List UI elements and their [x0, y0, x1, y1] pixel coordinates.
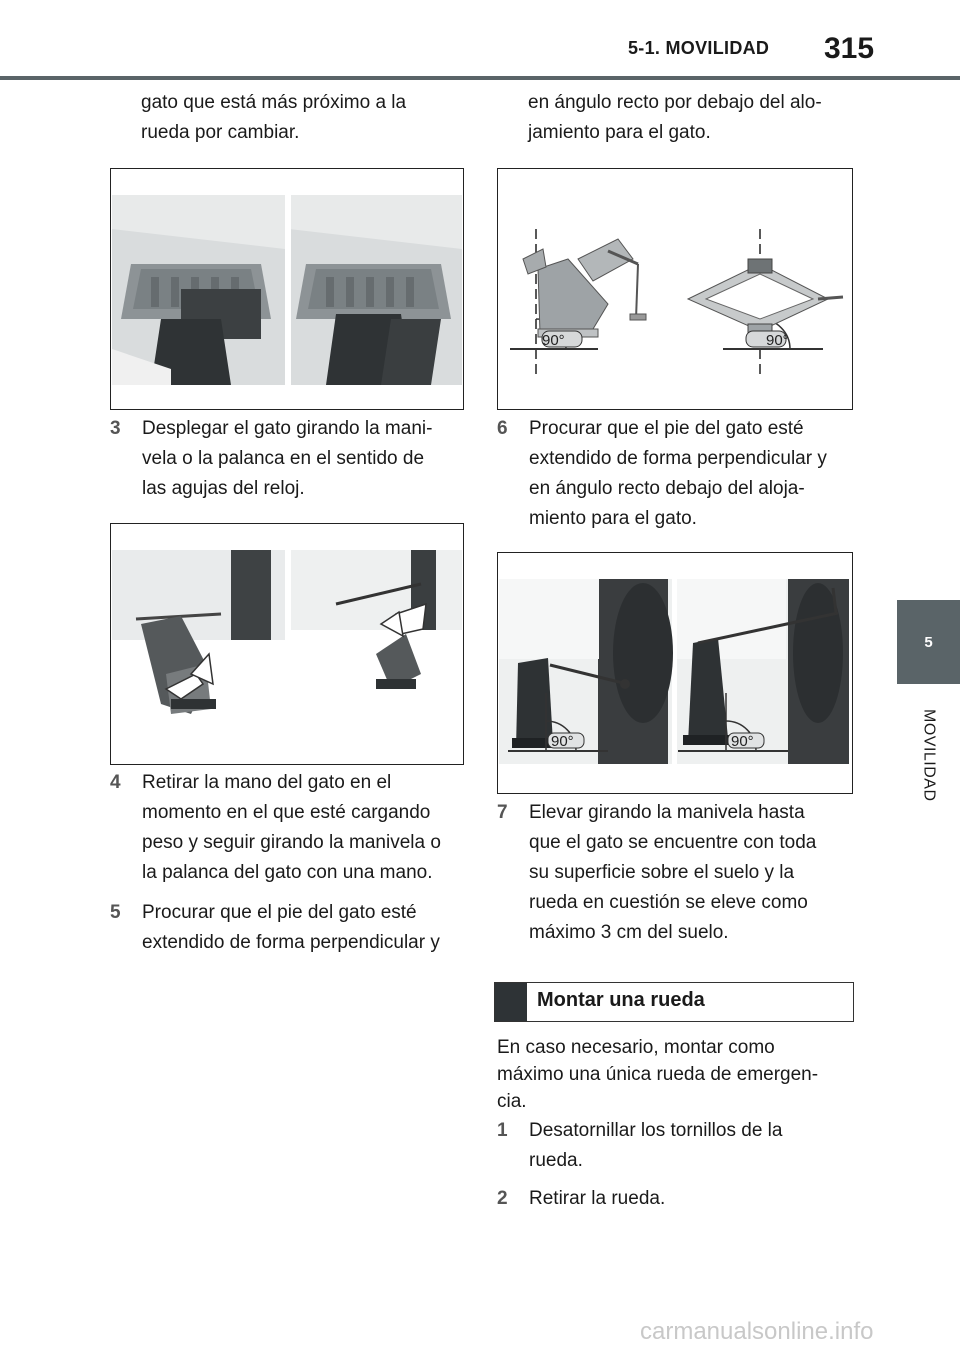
chapter-number: 5	[924, 633, 933, 651]
step-line: su superficie sobre el suelo y la	[529, 862, 795, 883]
step-line: miento para el gato.	[529, 508, 697, 529]
step-line: Retirar la mano del gato en el	[142, 772, 392, 793]
step-line: rueda.	[529, 1150, 583, 1171]
figure-wheel-angle	[497, 552, 853, 794]
section-paragraph	[497, 1034, 818, 1115]
step-line: momento en el que esté cargando	[142, 802, 431, 823]
left-angle-label: 90°	[551, 733, 574, 750]
step-line: vela o la palanca en el sentido de	[142, 448, 425, 469]
step-line: que el gato se encuentre con toda	[529, 832, 817, 853]
step-line: rueda en cuestión se eleve como	[529, 892, 808, 913]
right-intro-line-1: en ángulo recto por debajo del alo-	[528, 92, 822, 113]
right-intro-line-2: jamiento para el gato.	[528, 122, 711, 143]
figure-jack-head	[110, 168, 464, 410]
page-number: 315	[824, 32, 875, 65]
step-line: Elevar girando la manivela hasta	[529, 802, 805, 823]
step-line: extendido de forma perpendicular y	[529, 448, 827, 469]
heading-accent-bar	[495, 983, 527, 1021]
step-number: 5	[110, 902, 121, 923]
left-intro-line-2: rueda por cambiar.	[141, 122, 300, 143]
section-heading-title: Montar una rueda	[537, 989, 705, 1011]
paragraph-line: En caso necesario, montar como	[497, 1037, 775, 1058]
step-line: Procurar que el pie del gato esté	[529, 418, 804, 439]
step-line: Desatornillar los tornillos de la	[529, 1120, 783, 1141]
paragraph-line: máximo una única rueda de emergen-	[497, 1064, 819, 1085]
step-line: peso y seguir girando la manivela o	[142, 832, 441, 853]
right-angle-label: 90°	[766, 332, 789, 349]
step-number: 6	[497, 418, 508, 439]
step-number: 1	[497, 1120, 508, 1141]
section-heading	[494, 982, 854, 1022]
step-number: 4	[110, 772, 121, 793]
left-angle-label: 90°	[542, 332, 565, 349]
step-number: 7	[497, 802, 508, 823]
figure-jack-angle	[497, 168, 853, 410]
step-line: en ángulo recto debajo del aloja-	[529, 478, 805, 499]
step-line: máximo 3 cm del suelo.	[529, 922, 729, 943]
header-divider	[0, 76, 960, 80]
step-number: 2	[497, 1188, 508, 1209]
step-line: extendido de forma perpendicular y	[142, 932, 440, 953]
step-line: Retirar la rueda.	[529, 1188, 666, 1209]
left-intro-line-1: gato que está más próximo a la	[141, 92, 407, 113]
right-angle-label: 90°	[731, 733, 754, 750]
chapter-label-text: MOVILIDAD	[920, 708, 938, 802]
step-line: las agujas del reloj.	[142, 478, 305, 499]
step-number: 3	[110, 418, 121, 439]
step-line: la palanca del gato con una mano.	[142, 862, 433, 883]
chapter-tab[interactable]	[897, 600, 960, 684]
step-line: Desplegar el gato girando la mani-	[142, 418, 433, 439]
watermark-text: carmanualsonline.info	[640, 1318, 874, 1345]
step-line: Procurar que el pie del gato esté	[142, 902, 417, 923]
chapter-label	[897, 690, 960, 820]
paragraph-line: cia.	[497, 1091, 527, 1112]
figure-deploy-jack	[110, 523, 464, 765]
section-title: 5-1. MOVILIDAD	[628, 38, 770, 58]
